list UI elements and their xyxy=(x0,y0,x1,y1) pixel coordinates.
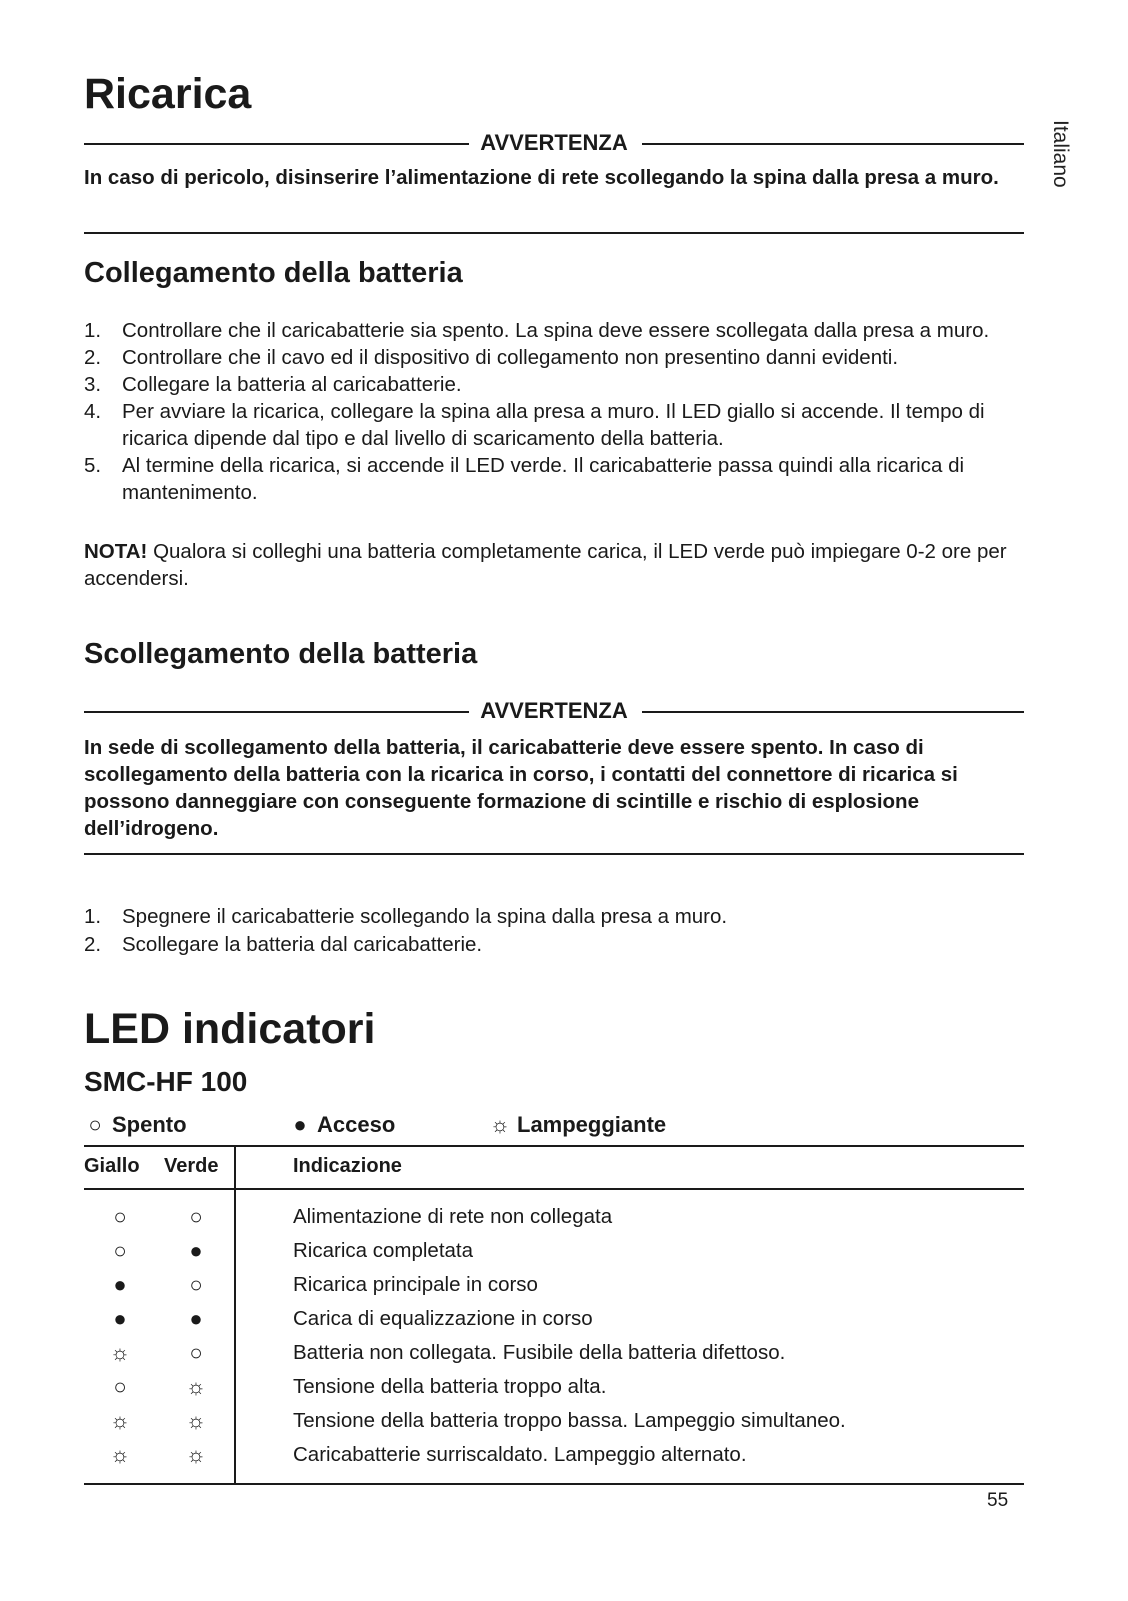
table-row xyxy=(84,1405,1024,1439)
warning-rule-right xyxy=(642,143,1024,145)
note-label: NOTA! xyxy=(84,540,148,563)
section-title-disconnect: Scollegamento della batteria xyxy=(84,638,478,670)
step-text: Scollegare la batteria dal caricabatterie. xyxy=(122,933,483,956)
step-number: 4. xyxy=(84,400,102,423)
table-row xyxy=(84,1439,1024,1473)
manual-page xyxy=(84,0,1024,1601)
green-led-state: ☼ xyxy=(185,1442,207,1467)
legend-label: Lampeggiante xyxy=(517,1112,667,1137)
yellow-led-state: ○ xyxy=(113,1238,127,1263)
green-led-state: ○ xyxy=(189,1204,203,1229)
step-number: 5. xyxy=(84,454,102,477)
model-name: SMC-HF 100 xyxy=(84,1066,248,1097)
indication-text: Ricarica principale in corso xyxy=(293,1273,538,1296)
list-item xyxy=(84,317,1024,344)
table-row xyxy=(84,1235,1024,1269)
green-led-state: ● xyxy=(189,1238,203,1263)
yellow-led-state: ○ xyxy=(113,1374,127,1399)
yellow-led-state: ● xyxy=(113,1272,127,1297)
step-number: 3. xyxy=(84,373,102,396)
indication-text: Tensione della batteria troppo alta. xyxy=(293,1375,607,1398)
connect-steps-list xyxy=(84,317,1024,506)
column-header-indication: Indicazione xyxy=(293,1155,402,1177)
table-top-rule xyxy=(84,1145,1024,1147)
language-tab: Italiano xyxy=(1049,120,1072,188)
indication-text: Caricabatterie surriscaldato. Lampeggio alternato. xyxy=(293,1443,747,1466)
led-on-icon: ● xyxy=(293,1112,307,1137)
warning-text: In caso di pericolo, disinserire l’alimentazione di rete scollegando la spina dalla presa a muro. xyxy=(84,166,999,189)
led-legend xyxy=(84,1112,1024,1142)
step-number: 1. xyxy=(84,905,102,928)
column-header-green: Verde xyxy=(164,1155,219,1177)
yellow-led-state: ☼ xyxy=(109,1408,131,1433)
indication-text: Tensione della batteria troppo bassa. Lampeggio simultaneo. xyxy=(293,1409,846,1432)
section-title-connect: Collegamento della batteria xyxy=(84,257,463,289)
step-number: 2. xyxy=(84,933,102,956)
table-row xyxy=(84,1269,1024,1303)
led-table xyxy=(84,1145,1024,1485)
list-item xyxy=(84,903,1024,931)
note-paragraph xyxy=(84,538,1024,592)
legend-item-blinking xyxy=(489,1112,666,1138)
legend-item-on xyxy=(289,1112,395,1138)
disconnect-steps-list xyxy=(84,903,1024,959)
page-title-charging: Ricarica xyxy=(84,70,252,118)
green-led-state: ☼ xyxy=(185,1374,207,1399)
green-led-state: ☼ xyxy=(185,1408,207,1433)
warning-label: AVVERTENZA xyxy=(480,130,628,155)
table-row xyxy=(84,1303,1024,1337)
step-text: Collegare la batteria al caricabatterie. xyxy=(122,373,462,396)
list-item xyxy=(84,398,1024,452)
legend-label: Acceso xyxy=(317,1112,396,1137)
warning-bottom-rule xyxy=(84,853,1024,855)
page-number: 55 xyxy=(987,1490,1009,1511)
warning-text: In sede di scollegamento della batteria, il caricabatterie deve essere spento. In caso di scollegamento della batteria con la ricarica in corso, i contatti del connettore di ricarica si possono danneggiare con conseguente formazione di scintille e rischio di esplosione dell’idrogeno. xyxy=(84,736,958,840)
indication-text: Alimentazione di rete non collegata xyxy=(293,1205,613,1228)
led-blinking-icon: ☼ xyxy=(489,1112,511,1137)
led-off-icon: ○ xyxy=(88,1112,102,1137)
indication-text: Ricarica completata xyxy=(293,1239,474,1262)
step-text: Controllare che il cavo ed il dispositivo di collegamento non presentino danni evidenti. xyxy=(122,346,899,369)
table-row xyxy=(84,1201,1024,1235)
step-number: 2. xyxy=(84,346,102,369)
step-text: Controllare che il caricabatterie sia spento. La spina deve essere scollegata dalla presa a muro. xyxy=(122,319,990,342)
yellow-led-state: ☼ xyxy=(109,1442,131,1467)
green-led-state: ● xyxy=(189,1306,203,1331)
list-item xyxy=(84,344,1024,371)
warning-label: AVVERTENZA xyxy=(480,698,628,723)
step-text: Al termine della ricarica, si accende il LED verde. Il caricabatterie passa quindi alla ricarica di mantenimento. xyxy=(122,454,965,504)
step-text: Per avviare la ricarica, collegare la spina alla presa a muro. Il LED giallo si accende. Il tempo di ricarica dipende dal tipo e dal livello di scaricamento della batteria. xyxy=(122,400,985,450)
yellow-led-state: ☼ xyxy=(109,1340,131,1365)
warning-header xyxy=(84,132,1024,156)
list-item xyxy=(84,371,1024,398)
warning-bottom-rule xyxy=(84,232,1024,234)
list-item xyxy=(84,452,1024,506)
table-bottom-rule xyxy=(84,1483,1024,1485)
warning-rule-right xyxy=(642,711,1024,713)
green-led-state: ○ xyxy=(189,1272,203,1297)
step-number: 1. xyxy=(84,319,102,342)
yellow-led-state: ○ xyxy=(113,1204,127,1229)
table-header-rule xyxy=(84,1188,1024,1190)
table-row xyxy=(84,1337,1024,1371)
legend-label: Spento xyxy=(112,1112,187,1137)
table-row xyxy=(84,1371,1024,1405)
warning-header xyxy=(84,700,1024,724)
list-item xyxy=(84,931,1024,959)
green-led-state: ○ xyxy=(189,1340,203,1365)
step-text: Spegnere il caricabatterie scollegando la spina dalla presa a muro. xyxy=(122,905,728,928)
page-title-led: LED indicatori xyxy=(84,1005,376,1053)
legend-item-off xyxy=(84,1112,187,1138)
indication-text: Carica di equalizzazione in corso xyxy=(293,1307,593,1330)
yellow-led-state: ● xyxy=(113,1306,127,1331)
note-text: Qualora si colleghi una batteria completamente carica, il LED verde può impiegare 0-2 ore per accendersi. xyxy=(84,540,1007,590)
indication-text: Batteria non collegata. Fusibile della batteria difettoso. xyxy=(293,1341,786,1364)
column-header-yellow: Giallo xyxy=(84,1155,140,1177)
